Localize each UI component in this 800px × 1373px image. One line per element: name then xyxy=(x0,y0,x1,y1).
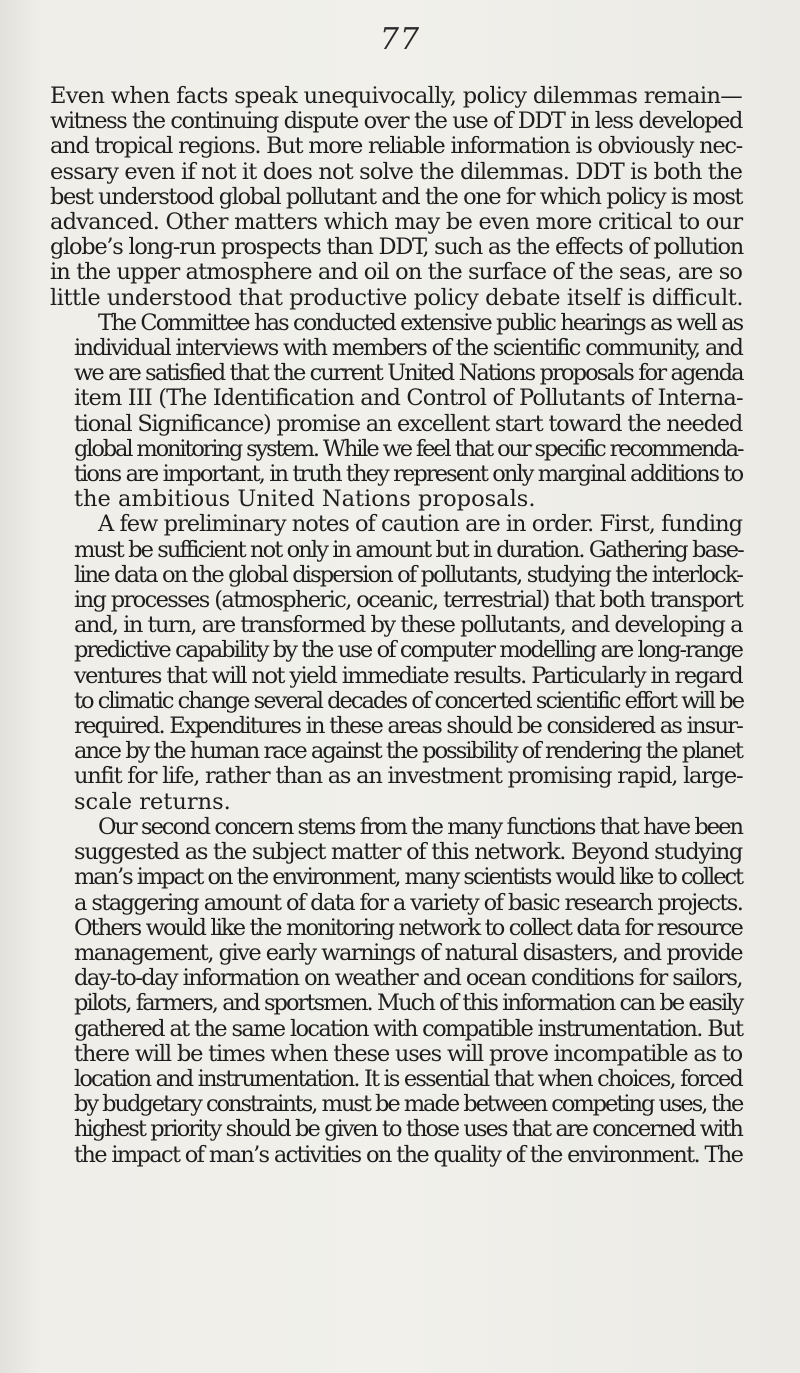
text-line: and, in turn, are transformed by these pollutants, and developing a xyxy=(74,612,743,639)
text-line: Our second concern stems from the many functions that have been xyxy=(98,813,742,840)
text-line: must be sufficient not only in amount but in duration. Gathering base- xyxy=(74,536,743,563)
text-line: Others would like the monitoring network to collect data for resource xyxy=(74,914,742,941)
text-line: required. Expenditures in these areas should be considered as insur- xyxy=(74,713,743,740)
text-line: ing processes (atmospheric, oceanic, terrestrial) that both transport xyxy=(74,587,743,614)
text-line: in the upper atmosphere and oil on the surface of the seas, are so xyxy=(50,259,742,286)
paragraph-3 xyxy=(50,512,742,814)
text-line: global monitoring system. While we feel that our specific recommenda- xyxy=(74,435,743,462)
text-line: ventures that will not yield immediate results. Particularly in regard xyxy=(74,662,743,689)
text-line: globe’s long-run prospects than DDT, such as the effects of pollution xyxy=(50,234,743,261)
paragraph-2 xyxy=(50,311,742,513)
text-line: management, give early warnings of natural disasters, and provide xyxy=(74,939,742,966)
body-text xyxy=(50,84,742,1168)
text-line: man’s impact on the environment, many scientists would like to collect xyxy=(74,864,742,891)
text-line: unfit for life, rather than as an investment promising rapid, large- xyxy=(74,763,743,790)
text-line: tional Significance) promise an excellent start toward the needed xyxy=(74,410,743,437)
text-line: gathered at the same location with compatible instrumentation. But xyxy=(74,1015,743,1042)
text-line: best understood global pollutant and the one for which policy is most xyxy=(50,183,742,210)
text-line: highest priority should be given to those uses that are concerned with xyxy=(74,1116,742,1143)
text-line: A few preliminary notes of caution are in order. First, funding xyxy=(98,511,742,538)
text-line: there will be times when these uses will prove incompatible as to xyxy=(74,1040,743,1067)
text-line: predictive capability by the use of computer modelling are long-range xyxy=(74,637,742,664)
text-line: by budgetary constraints, must be made between competing uses, the xyxy=(74,1091,743,1118)
text-line: pilots, farmers, and sportsmen. Much of this information can be easily xyxy=(74,990,743,1017)
text-line: to climatic change several decades of concerted scientific effort will be xyxy=(74,687,744,714)
text-line: scale returns. xyxy=(74,788,231,815)
text-line: line data on the global dispersion of pollutants, studying the interlock- xyxy=(74,561,742,588)
text-line: tions are important, in truth they represent only marginal additions to xyxy=(74,461,743,488)
text-line: the ambitious United Nations proposals. xyxy=(74,486,536,513)
paragraph-4 xyxy=(50,815,742,1168)
text-line: little understood that productive policy debate itself is difficult. xyxy=(50,284,744,311)
text-line: we are satisfied that the current United Nations proposals for agenda xyxy=(74,360,743,387)
text-line: essary even if not it does not solve the dilemmas. DDT is both the xyxy=(50,158,743,185)
text-line: suggested as the subject matter of this network. Beyond studying xyxy=(74,839,742,866)
text-line: a staggering amount of data for a variety of basic research projects. xyxy=(74,889,743,916)
text-line: item III (The Identification and Control of Pollutants of Interna- xyxy=(74,385,743,412)
text-line: witness the continuing dispute over the use of DDT in less developed xyxy=(50,108,742,135)
text-line: the impact of man’s activities on the quality of the environment. The xyxy=(74,1141,743,1168)
text-line: individual interviews with members of the scientific community, and xyxy=(74,335,743,362)
paragraph-1 xyxy=(50,84,742,311)
page-number: 77 xyxy=(379,22,421,57)
text-line: ance by the human race against the possibility of rendering the planet xyxy=(74,738,742,765)
text-line: advanced. Other matters which may be even more critical to our xyxy=(50,209,743,236)
text-line: Even when facts speak unequivocally, policy dilemmas remain— xyxy=(50,83,743,109)
text-line: day-to-day information on weather and ocean conditions for sailors, xyxy=(74,965,742,992)
text-line: and tropical regions. But more reliable information is obviously nec- xyxy=(50,133,742,160)
text-line: The Committee has conducted extensive public hearings as well as xyxy=(98,309,743,336)
text-line: location and instrumentation. It is essential that when choices, forced xyxy=(74,1065,742,1092)
